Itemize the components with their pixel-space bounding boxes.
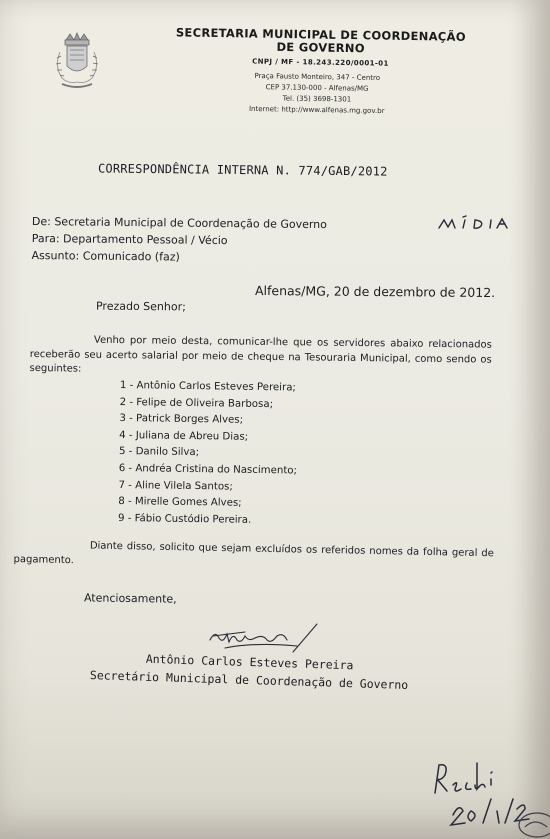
cnpj: CNPJ / MF - 18.243.220/0001-01 bbox=[252, 57, 389, 68]
list-item: 4 - Juliana de Abreu Dias; bbox=[119, 429, 249, 443]
body-paragraph: Venho por meio desta, comunicar-lhe que os servidores abaixo relacionados receberão seu acerto salarial por meio de cheque na Tesouraria Municipal, como sendo os seguintes: bbox=[29, 334, 492, 375]
signer-title: Secretário Municipal de Coordenação de Governo bbox=[89, 668, 409, 693]
org-name-line1: SECRETARIA MUNICIPAL DE COORDENAÇÃO bbox=[175, 25, 466, 44]
list-item: 5 - Danilo Silva; bbox=[118, 446, 200, 459]
list-item: 9 - Fábio Custódio Pereira. bbox=[117, 512, 252, 526]
list-item: 7 - Aline Vilela Santos; bbox=[118, 479, 233, 493]
signer-name: Antônio Carlos Esteves Pereira bbox=[145, 651, 354, 673]
address-street: Praça Fausto Monteiro, 347 - Centro bbox=[254, 72, 381, 82]
address-cep: CEP 37.130-000 - Alfenas/MG bbox=[265, 83, 369, 93]
list-item: 6 - Andréa Cristina do Nascimento; bbox=[118, 462, 298, 477]
address-phone: Tel. (35) 3698-1301 bbox=[282, 94, 352, 104]
municipal-crest-icon bbox=[52, 32, 102, 94]
list-item: 8 - Mirelle Gomes Alves; bbox=[118, 496, 242, 509]
document-title: CORRESPONDÊNCIA INTERNA N. 774/GAB/2012 bbox=[97, 161, 388, 179]
list-item: 2 - Felipe de Oliveira Barbosa; bbox=[119, 396, 274, 410]
subject-line: Assunto: Comunicado (faz) bbox=[31, 248, 180, 264]
list-item: 1 - Antônio Carlos Esteves Pereira; bbox=[119, 379, 296, 394]
letterhead bbox=[155, 26, 486, 69]
salutation: Prezado Senhor; bbox=[95, 299, 186, 314]
from-line: De: Secretaria Municipal de Coordenação de Governo bbox=[31, 214, 327, 232]
page-shadow bbox=[510, 0, 550, 839]
list-item: 3 - Patrick Borges Alves; bbox=[119, 413, 244, 426]
address-internet: Internet: http://www.alfenas.mg.gov.br bbox=[248, 104, 385, 116]
regards: Atenciosamente, bbox=[83, 591, 177, 606]
to-line: Para: Departamento Pessoal / Vécio bbox=[31, 231, 228, 248]
org-name-line2: DE GOVERNO bbox=[276, 39, 365, 56]
closing-paragraph: Diante disso, solicito que sejam excluídos os referidos nomes da folha geral de pagamento. bbox=[13, 540, 494, 566]
handwritten-note-midia bbox=[436, 212, 521, 232]
routing-block bbox=[31, 213, 327, 267]
signature-block bbox=[89, 648, 410, 694]
employee-list bbox=[118, 378, 298, 530]
document-date: Alfenas/MG, 20 de dezembro de 2012. bbox=[254, 282, 496, 301]
letterhead-address bbox=[232, 71, 403, 118]
